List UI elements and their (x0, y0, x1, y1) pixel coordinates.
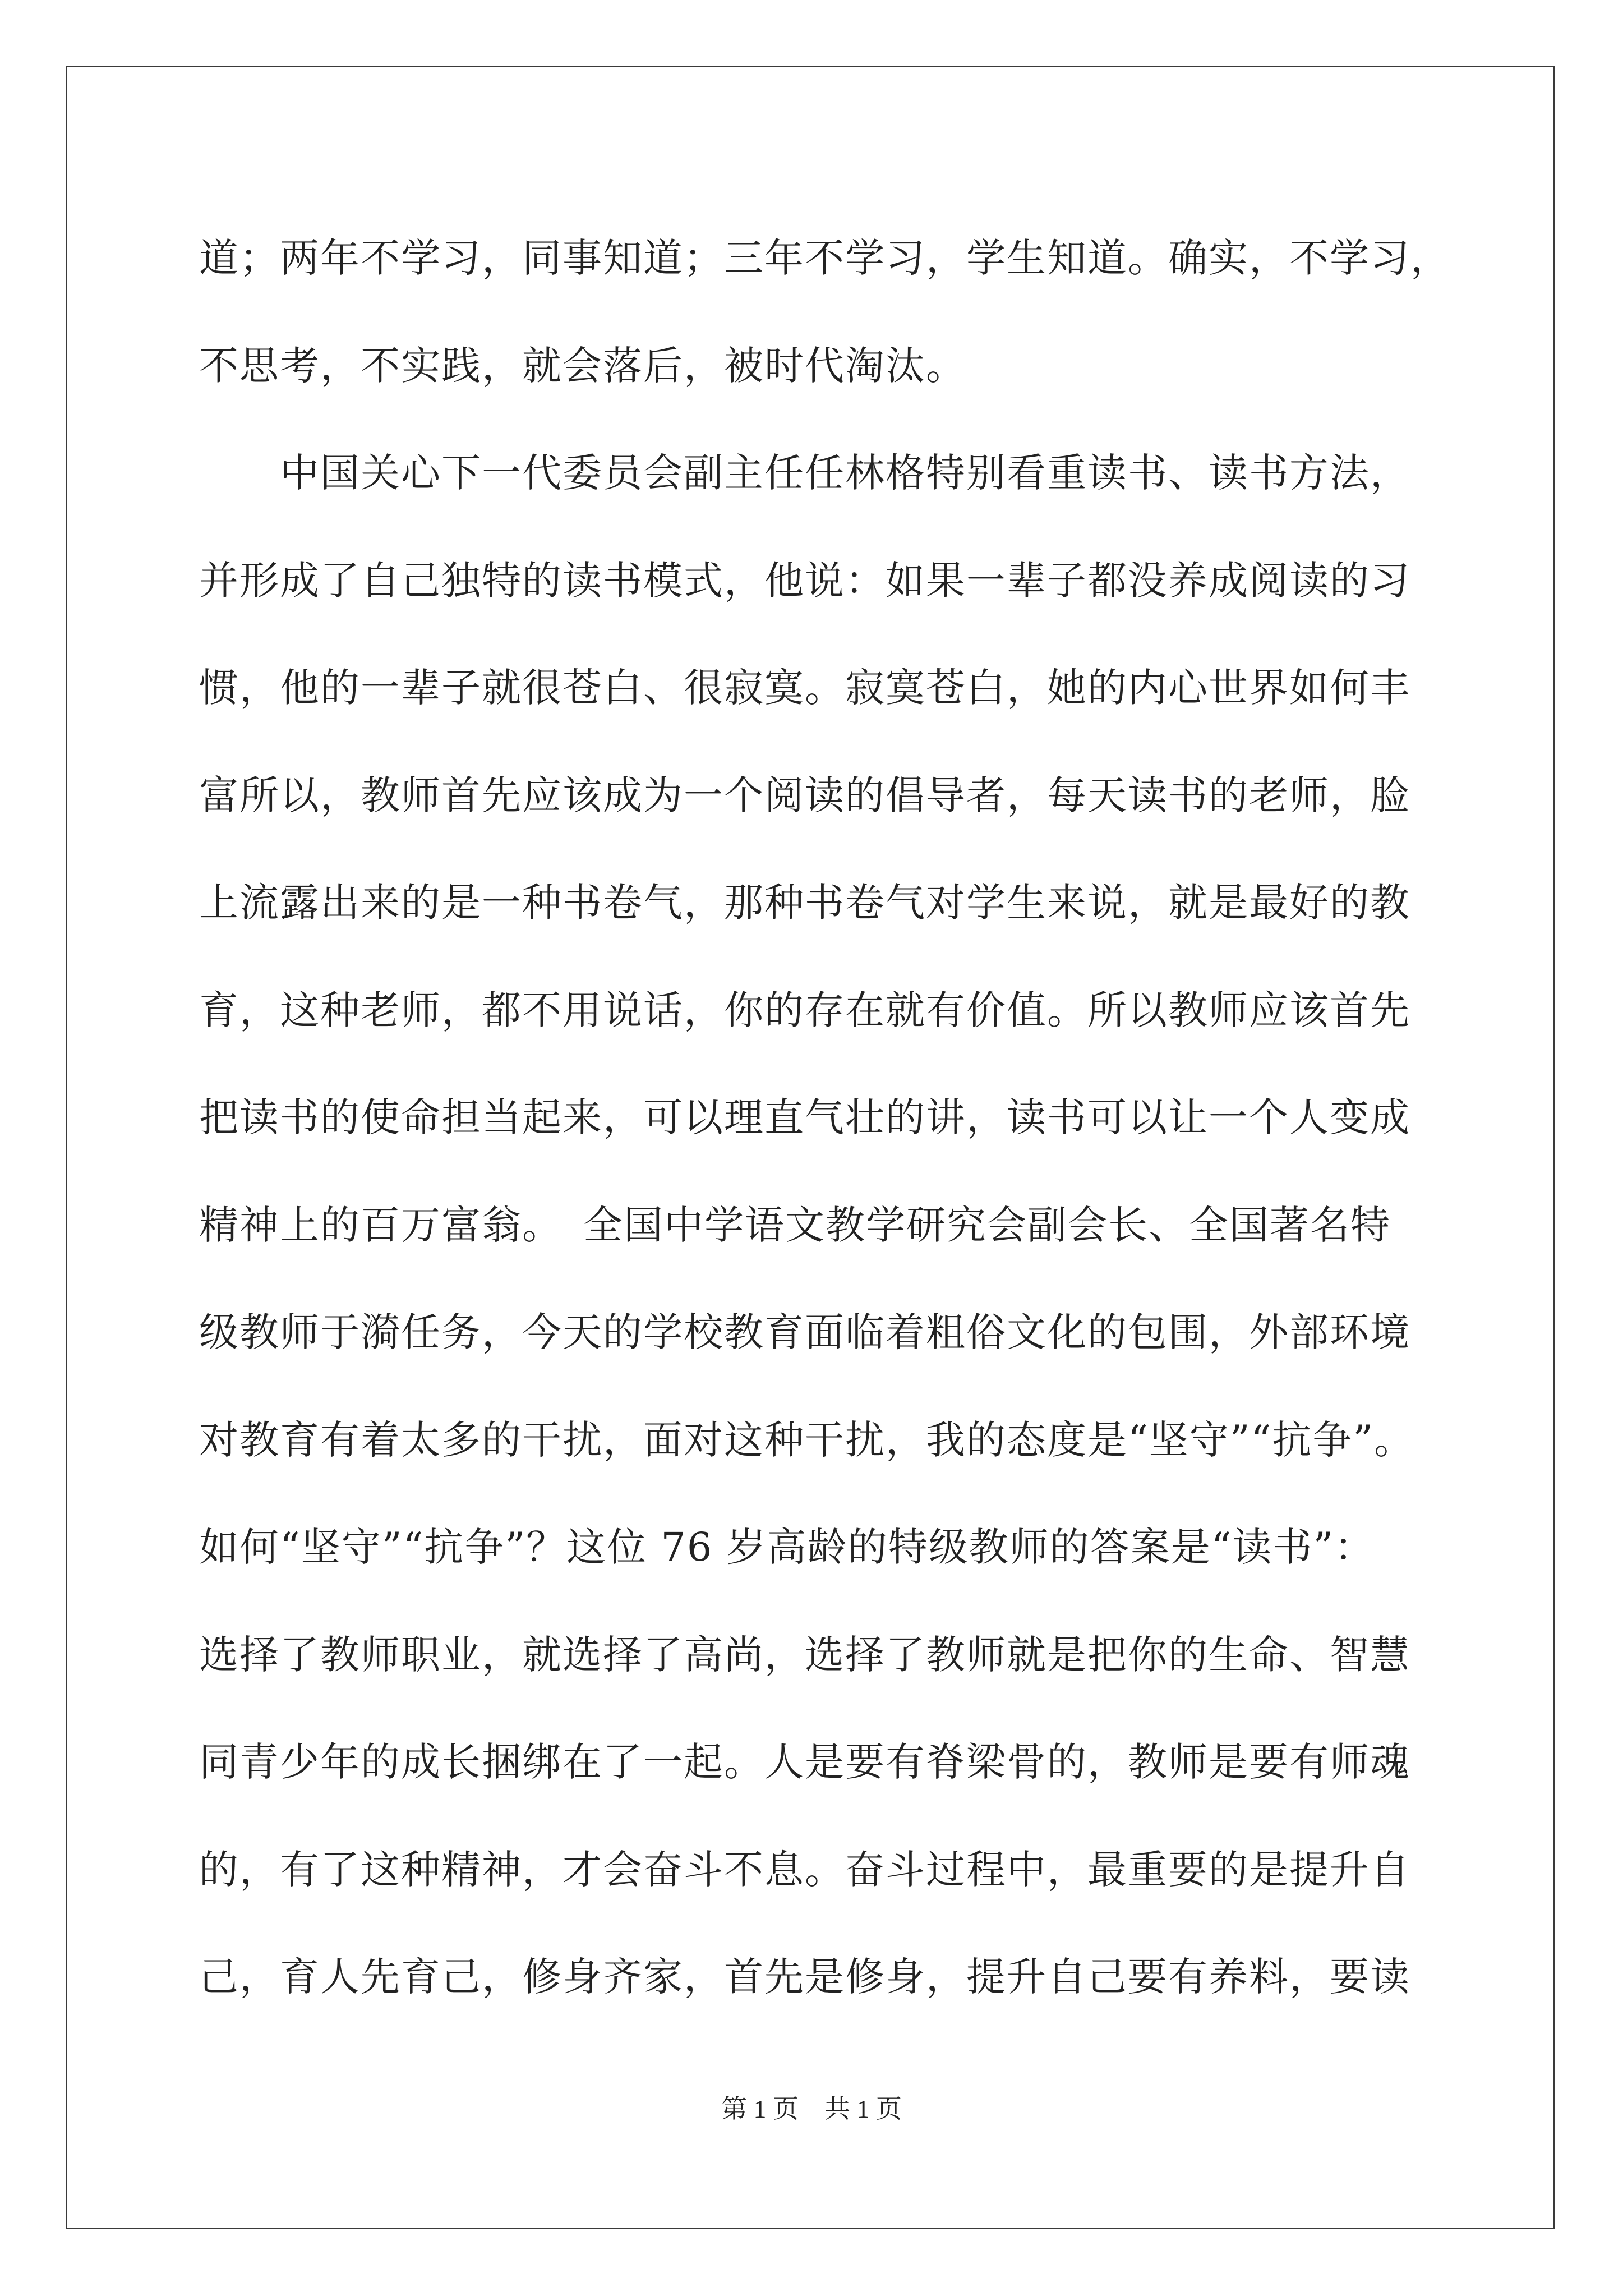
text-line: 精神上的百万富翁。 全国中学语文教学研究会副会长、全国著名特 (199, 1202, 1391, 1248)
document-body (199, 205, 1467, 2031)
text-line: 育，这种老师，都不用说话，你的存在就有价值。所以教师应该首先 (199, 987, 1410, 1033)
text-line: 己，育人先育己，修身齐家，首先是修身，提升自己要有养料，要读 (199, 1954, 1410, 2000)
text-line: 不思考，不实践，就会落后，被时代淘汰。 (199, 342, 966, 389)
page-number: 第 1 页 共 1 页 (721, 2095, 902, 2123)
text-line: 选择了教师职业，就选择了高尚，选择了教师就是把你的生命、智慧 (199, 1631, 1410, 1678)
text-line: 惯，他的一辈子就很苍白、很寂寞。寂寞苍白，她的内心世界如何丰 (199, 665, 1410, 711)
page-footer (0, 2092, 1623, 2126)
text-line: 同青少年的成长捆绑在了一起。人是要有脊梁骨的，教师是要有师魂 (199, 1739, 1410, 1785)
text-line: 富所以，教师首先应该成为一个阅读的倡导者，每天读书的老师，脸 (199, 772, 1410, 818)
text-line: 上流露出来的是一种书卷气，那种书卷气对学生来说，就是最好的教 (199, 880, 1410, 926)
text-line: 中国关心下一代委员会副主任任林格特别看重读书、读书方法， (199, 450, 1410, 496)
text-line: 道；两年不学习，同事知道；三年不学习，学生知道。确实，不学习， (199, 235, 1451, 281)
text-line: 对教育有着太多的干扰，面对这种干扰，我的态度是“坚守”“抗争”。 (199, 1416, 1415, 1463)
text-line: 如何“坚守”“抗争”？这位 76 岁高龄的特级教师的答案是“读书”： (199, 1524, 1375, 1570)
text-line: 把读书的使命担当起来，可以理直气壮的讲，读书可以让一个人变成 (199, 1094, 1410, 1140)
text-line: 并形成了自己独特的读书模式，他说：如果一辈子都没养成阅读的习 (199, 557, 1410, 604)
text-line: 级教师于漪任务，今天的学校教育面临着粗俗文化的包围，外部环境 (199, 1309, 1410, 1355)
text-line: 的，有了这种精神，才会奋斗不息。奋斗过程中，最重要的是提升自 (199, 1846, 1410, 1893)
